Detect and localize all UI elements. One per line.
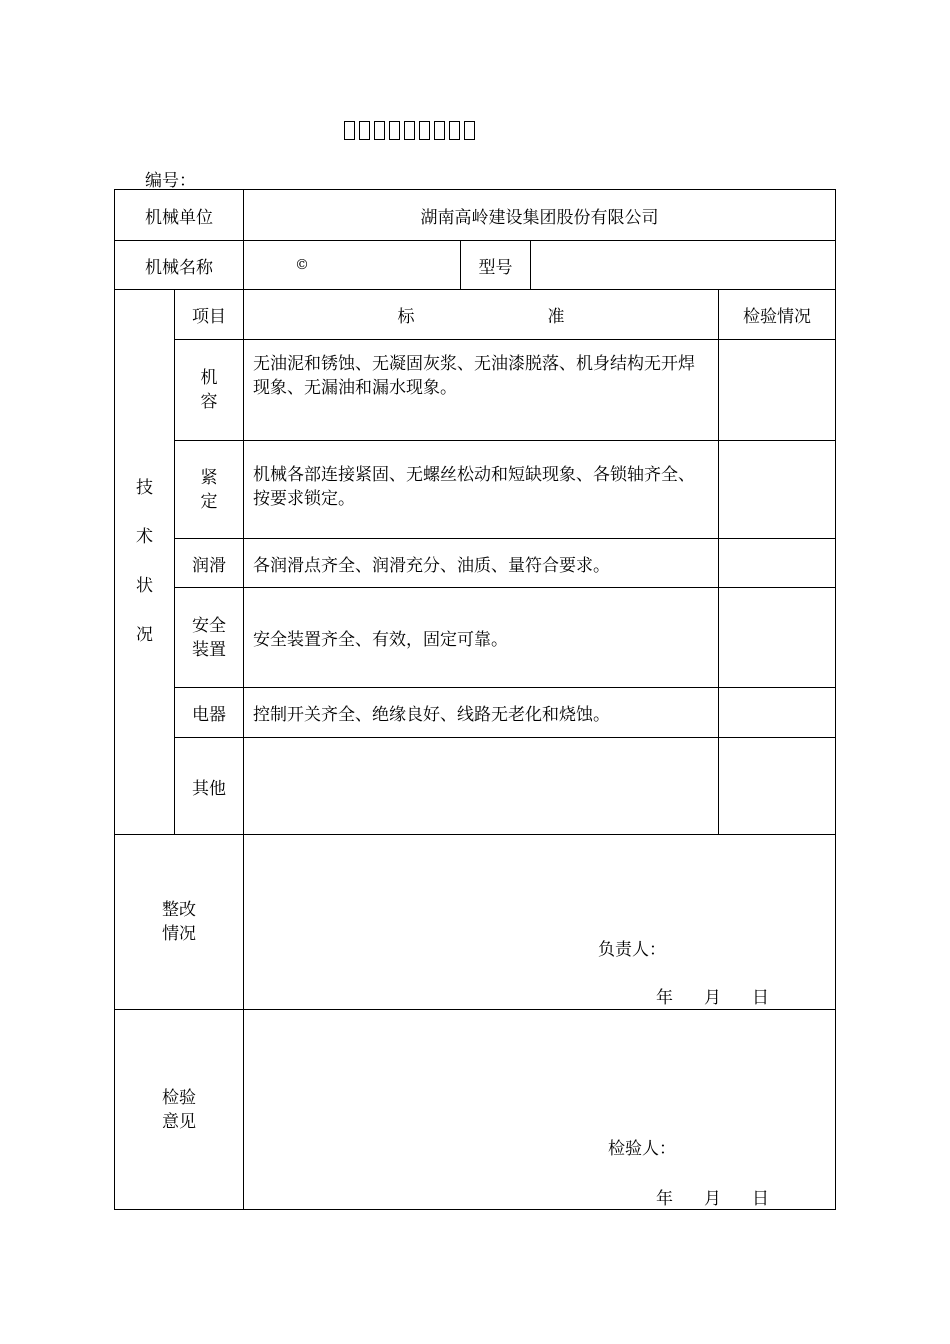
machine-name-value: © bbox=[244, 241, 461, 290]
standard-column-header: 标 准 bbox=[244, 290, 719, 340]
title-glyph-box bbox=[344, 121, 355, 140]
title-glyph-box bbox=[434, 121, 445, 140]
result-safety-device bbox=[719, 588, 836, 688]
unit-label: 机械单位 bbox=[115, 190, 244, 241]
item-lubrication: 润滑 bbox=[175, 539, 244, 588]
unit-value: 湖南高岭建设集团股份有限公司 bbox=[244, 190, 836, 241]
title-glyph-box bbox=[359, 121, 370, 140]
result-electrical bbox=[719, 688, 836, 738]
title-glyph-box bbox=[374, 121, 385, 140]
item-electrical: 电器 bbox=[175, 688, 244, 738]
item-column-header: 项目 bbox=[175, 290, 244, 340]
technical-status-label: 技 术 状 况 bbox=[115, 290, 175, 835]
result-lubrication bbox=[719, 539, 836, 588]
title-glyph-box bbox=[419, 121, 430, 140]
serial-number-label: 编号： bbox=[145, 171, 196, 191]
model-value bbox=[531, 241, 836, 290]
result-column-header: 检验情况 bbox=[719, 290, 836, 340]
standard-fastening: 机械各部连接紧固、无螺丝松动和短缺现象、各锁轴齐全、按要求锁定。 bbox=[244, 441, 719, 539]
item-appearance: 机 容 bbox=[175, 340, 244, 441]
inspection-form bbox=[114, 189, 836, 1210]
item-other: 其他 bbox=[175, 738, 244, 835]
title-glyph-box bbox=[404, 121, 415, 140]
title-glyph-box bbox=[449, 121, 460, 140]
rectification-label: 整改 情况 bbox=[115, 835, 244, 1010]
title-glyph-box bbox=[464, 121, 475, 140]
standard-other bbox=[244, 738, 719, 835]
standard-electrical: 控制开关齐全、绝缘良好、线路无老化和烧蚀。 bbox=[244, 688, 719, 738]
rectification-area: 负责人： 年 月 日 bbox=[244, 835, 836, 1010]
model-label: 型号 bbox=[461, 241, 531, 290]
result-fastening bbox=[719, 441, 836, 539]
inspection-opinion-label: 检验 意见 bbox=[115, 1010, 244, 1210]
title-glyph-box bbox=[389, 121, 400, 140]
item-fastening: 紧 定 bbox=[175, 441, 244, 539]
responsible-person-label: 负责人： bbox=[598, 940, 666, 960]
standard-lubrication: 各润滑点齐全、润滑充分、油质、量符合要求。 bbox=[244, 539, 719, 588]
document-title bbox=[344, 118, 479, 140]
result-other bbox=[719, 738, 836, 835]
standard-safety-device: 安全装置齐全、有效，固定可靠。 bbox=[244, 588, 719, 688]
inspection-opinion-area: 检验人： 年 月 日 bbox=[244, 1010, 836, 1210]
inspector-label: 检验人： bbox=[608, 1139, 676, 1159]
standard-appearance: 无油泥和锈蚀、无凝固灰浆、无油漆脱落、机身结构无开焊现象、无漏油和漏水现象。 bbox=[244, 340, 719, 441]
item-safety-device: 安全 装置 bbox=[175, 588, 244, 688]
result-appearance bbox=[719, 340, 836, 441]
machine-name-label: 机械名称 bbox=[115, 241, 244, 290]
